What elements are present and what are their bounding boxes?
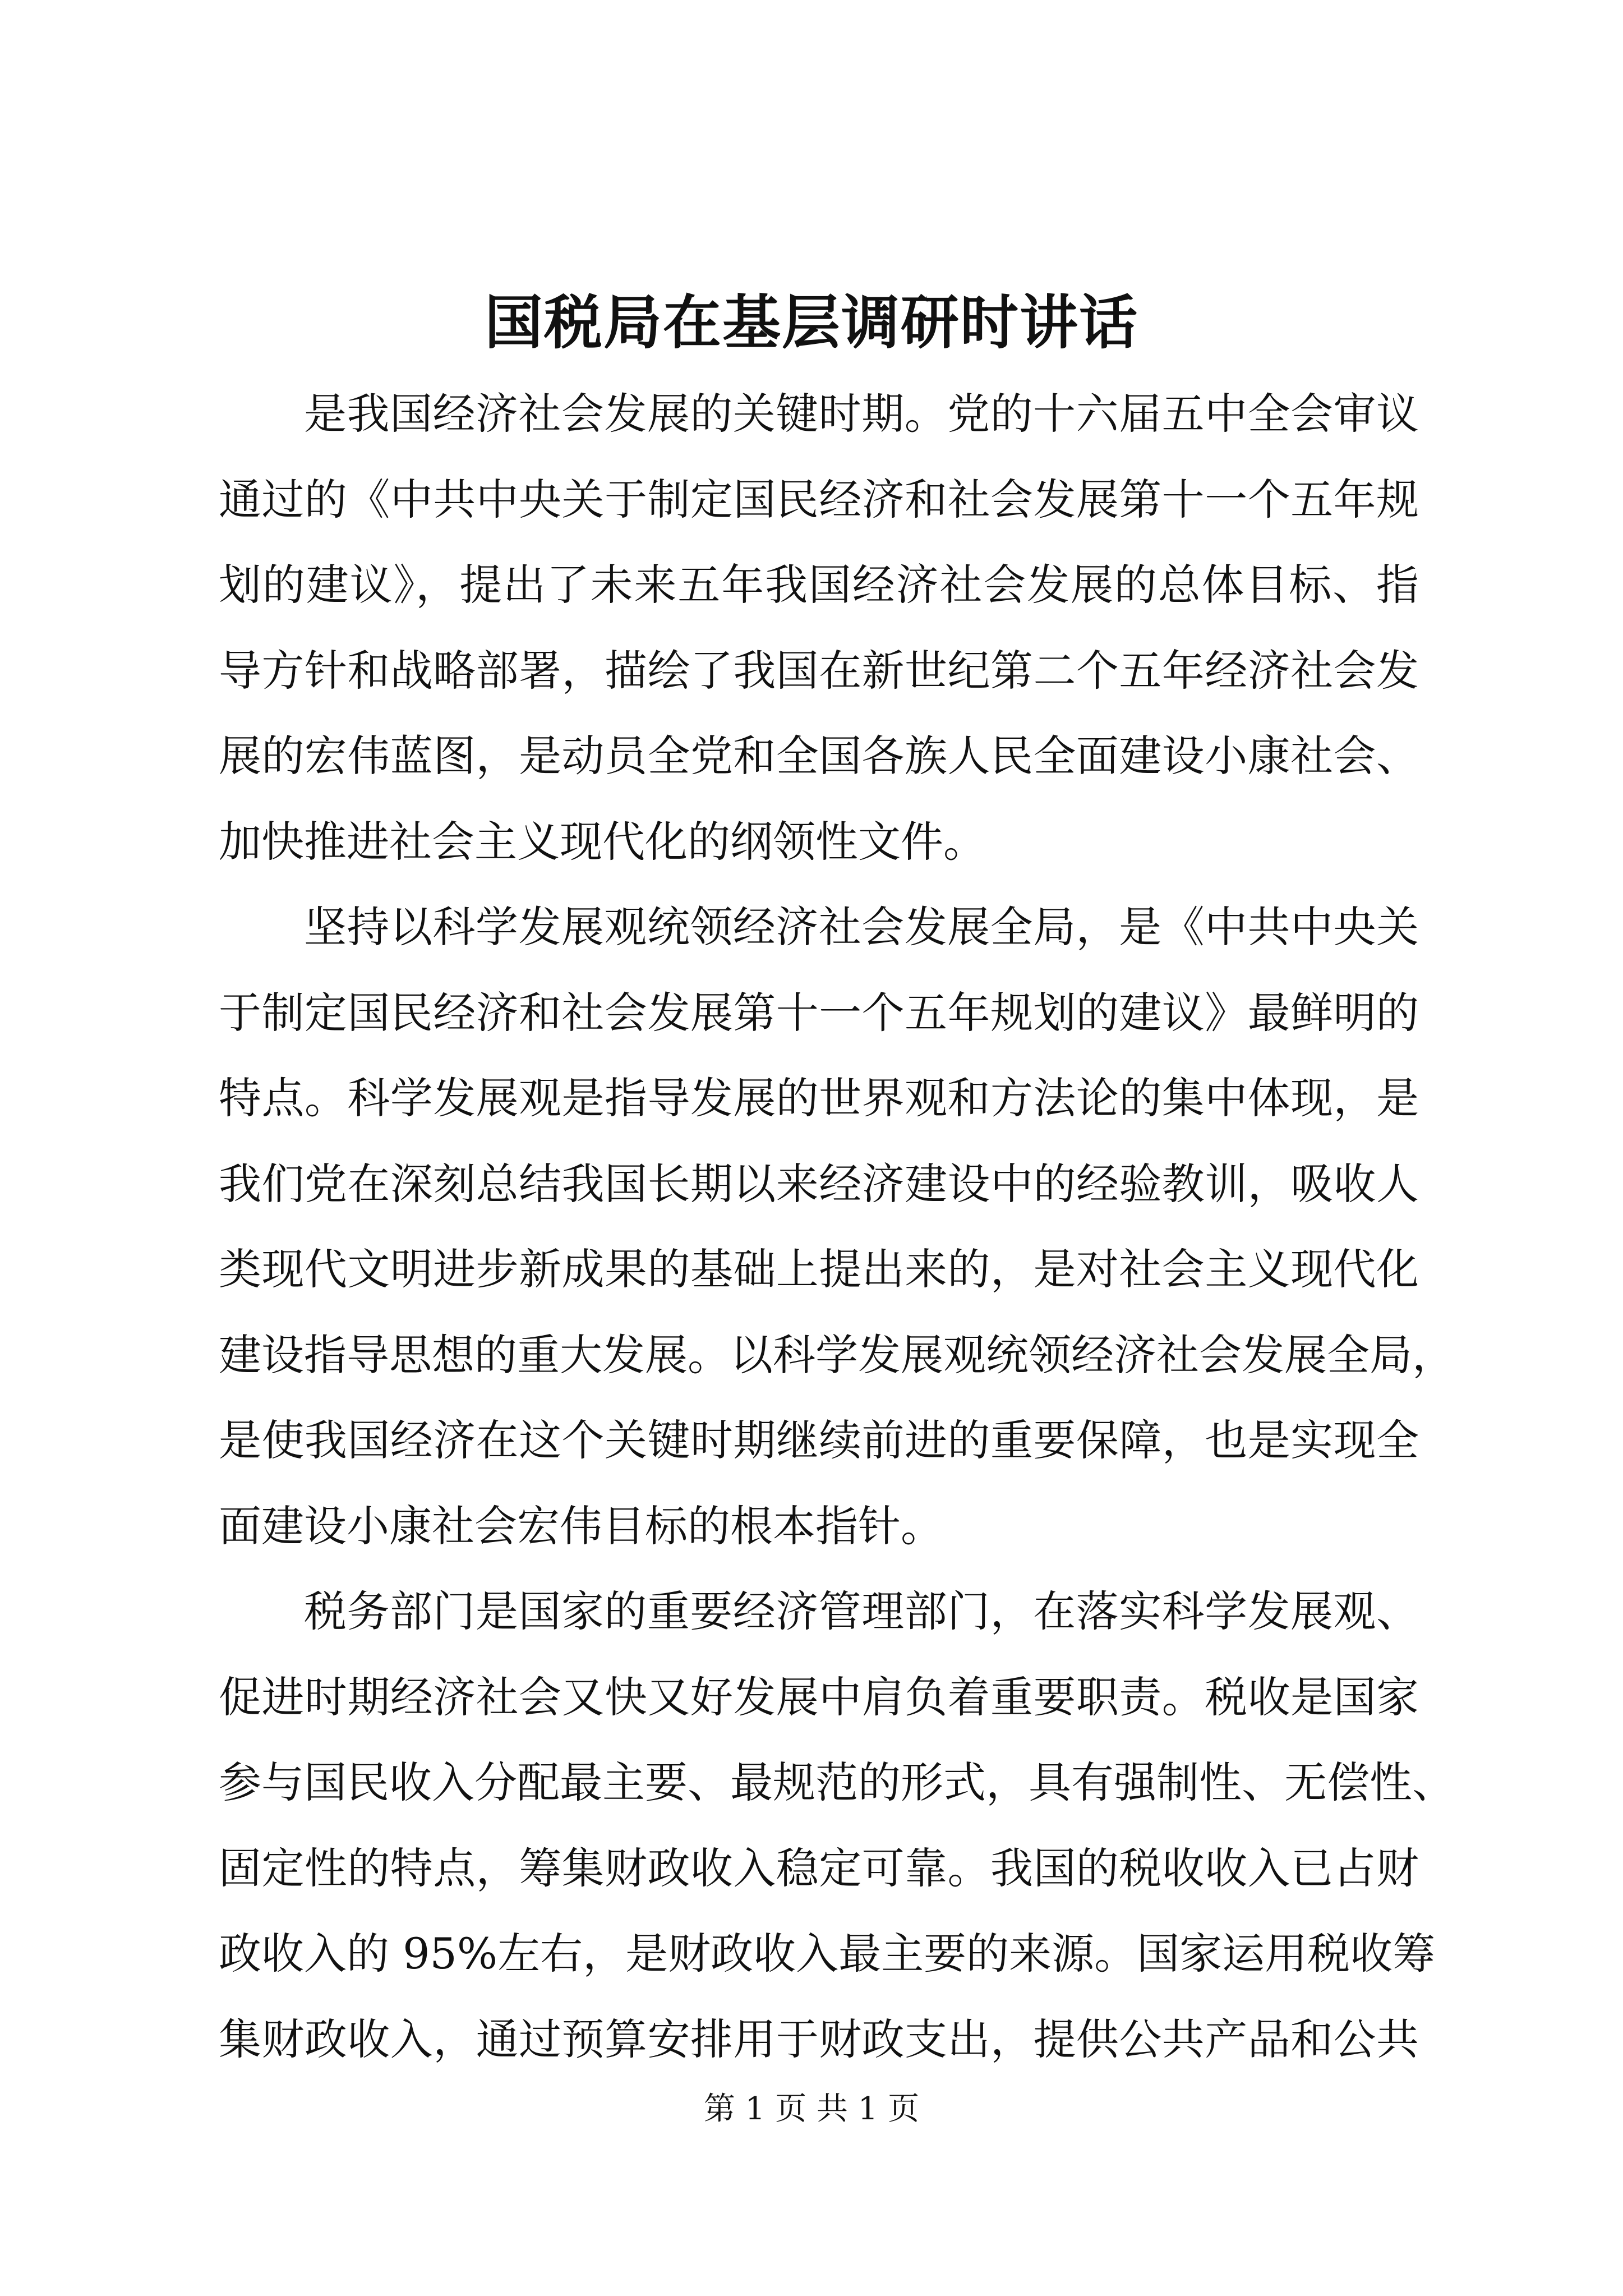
page-footer: 第 1 页 共 1 页 bbox=[703, 2091, 920, 2127]
paragraph-line: 是使我国经济在这个关键时期继续前进的重要保障，也是实现全 bbox=[219, 1415, 1419, 1465]
paragraph-1 bbox=[219, 371, 1419, 885]
paragraph-line: 类现代文明进步新成果的基础上提出来的，是对社会主义现代化 bbox=[219, 1244, 1419, 1294]
paragraph-line: 于制定国民经济和社会发展第十一个五年规划的建议》最鲜明的 bbox=[219, 987, 1419, 1038]
paragraph-line: 导方针和战略部署，描绘了我国在新世纪第二个五年经济社会发 bbox=[219, 645, 1419, 696]
paragraph-line: 促进时期经济社会又快又好发展中肩负着重要职责。税收是国家 bbox=[219, 1672, 1419, 1722]
paragraph-line: 税务部门是国家的重要经济管理部门，在落实科学发展观、 bbox=[304, 1586, 1419, 1636]
paragraph-line: 固定性的特点，筹集财政收入稳定可靠。我国的税收收入已占财 bbox=[219, 1843, 1419, 1893]
paragraph-line: 坚持以科学发展观统领经济社会发展全局，是《中共中央关 bbox=[304, 902, 1419, 952]
paragraph-line: 面建设小康社会宏伟目标的根本指针。 bbox=[219, 1501, 943, 1551]
paragraph-line: 集财政收入，通过预算安排用于财政支出，提供公共产品和公共 bbox=[219, 2014, 1419, 2064]
paragraph-line: 特点。科学发展观是指导发展的世界观和方法论的集中体现，是 bbox=[219, 1073, 1419, 1123]
paragraph-line: 加快推进社会主义现代化的纲领性文件。 bbox=[219, 816, 986, 867]
paragraph-line: 我们党在深刻总结我国长期以来经济建设中的经验教训，吸收人 bbox=[219, 1158, 1419, 1209]
paragraph-3 bbox=[219, 1569, 1455, 2082]
document-body bbox=[219, 371, 1455, 2082]
paragraph-line: 划的建议》，提出了未来五年我国经济社会发展的总体目标、指 bbox=[219, 560, 1419, 610]
document-title: 国税局在基层调研时讲话 bbox=[484, 288, 1138, 357]
paragraph-line: 展的宏伟蓝图，是动员全党和全国各族人民全面建设小康社会、 bbox=[219, 731, 1419, 781]
paragraph-line: 政收入的 95%左右，是财政收入最主要的来源。国家运用税收筹 bbox=[219, 1929, 1436, 1978]
paragraph-line: 通过的《中共中央关于制定国民经济和社会发展第十一个五年规 bbox=[219, 474, 1419, 524]
paragraph-line: 是我国经济社会发展的关键时期。党的十六届五中全会审议 bbox=[304, 389, 1419, 439]
paragraph-line: 建设指导思想的重大发展。以科学发展观统领经济社会发展全局， bbox=[219, 1329, 1455, 1380]
paragraph-line: 参与国民收入分配最主要、最规范的形式，具有强制性、无偿性、 bbox=[219, 1757, 1455, 1807]
paragraph-2 bbox=[219, 885, 1455, 1569]
